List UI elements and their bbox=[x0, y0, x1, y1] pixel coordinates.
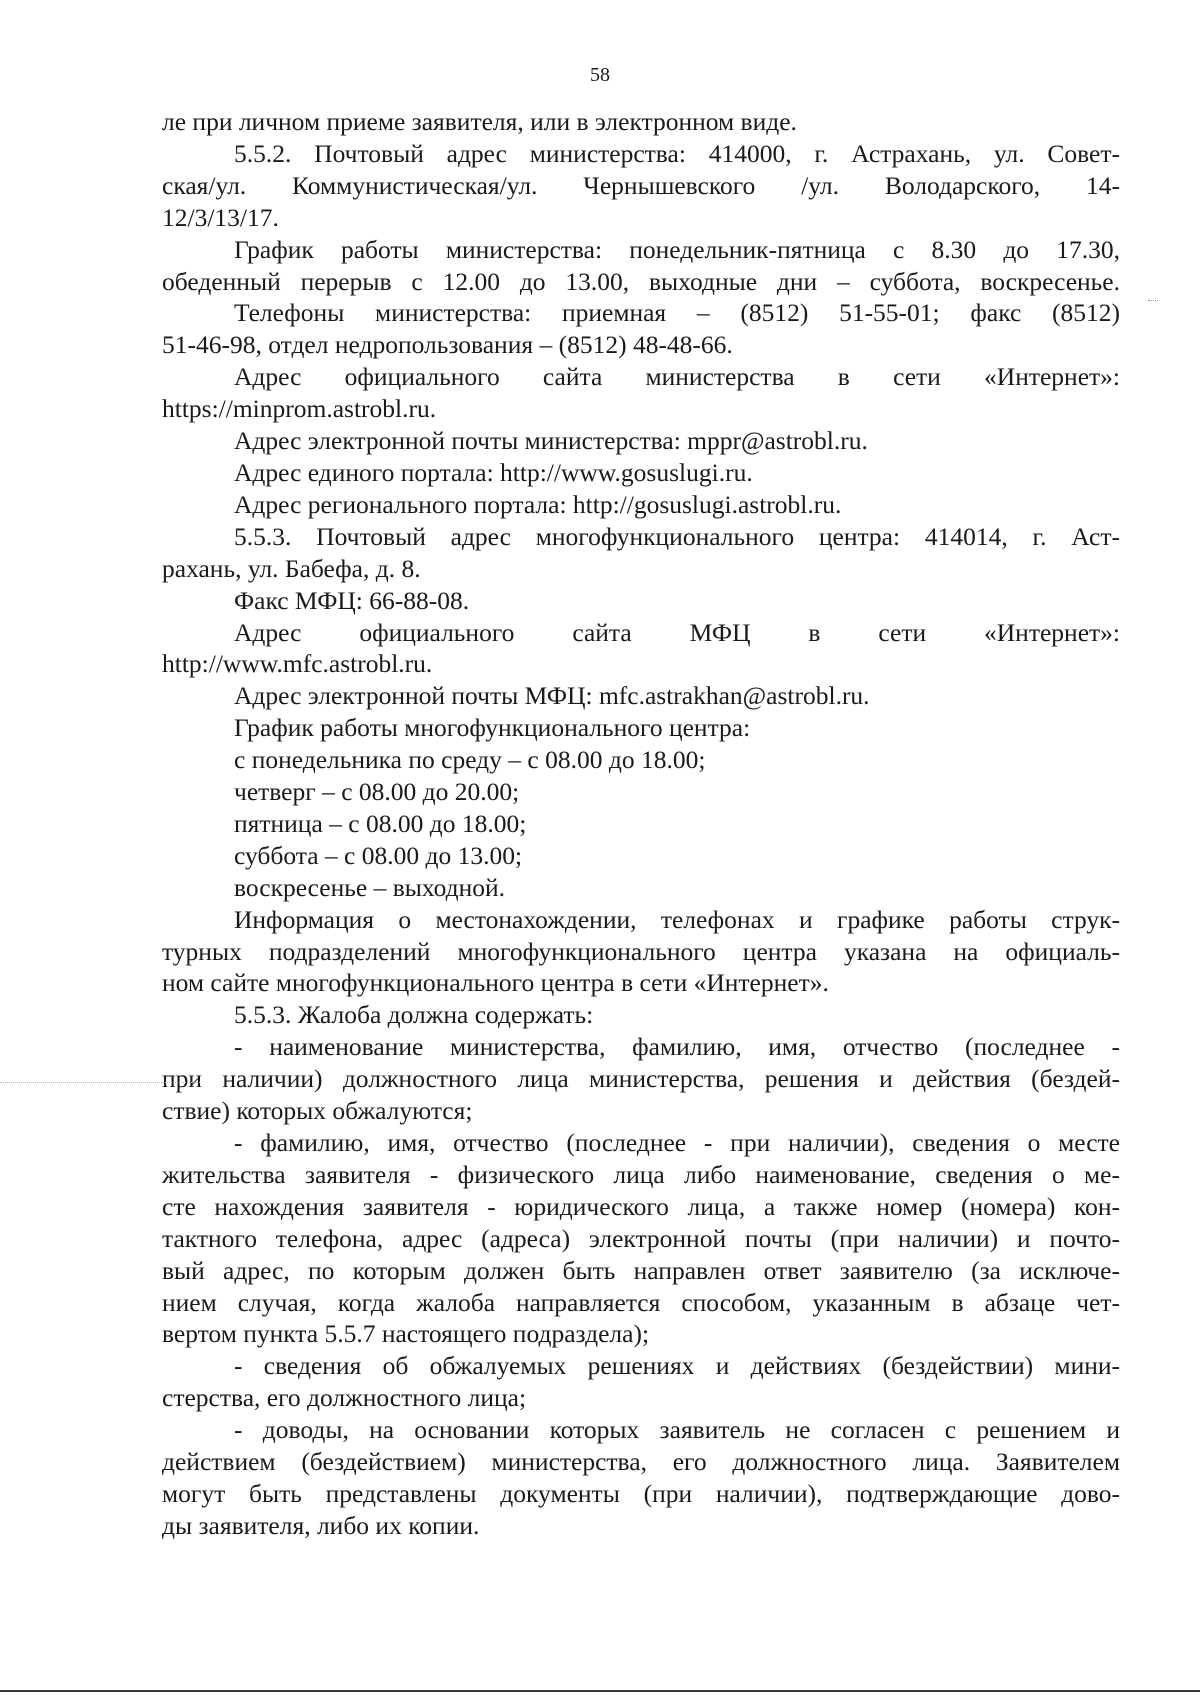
text-line: 12/3/13/17. bbox=[162, 202, 279, 232]
text-line: Адрес единого портала: http://www.gosuslugi.ru. bbox=[234, 457, 753, 487]
text-line: График работы министерства: понедельник-пятница с 8.30 до 17.30, bbox=[234, 234, 1120, 264]
text-line: жительства заявителя - физического лица либо наименование, сведения о ме- bbox=[162, 1159, 1120, 1189]
text-line: стерства, его должностного лица; bbox=[162, 1383, 527, 1413]
text-line: могут быть представлены документы (при наличии), подтверждающие дово- bbox=[162, 1478, 1120, 1508]
text-line: четверг – с 08.00 до 20.00; bbox=[234, 777, 520, 807]
text-line: 5.5.2. Почтовый адрес министерства: 414000, г. Астрахань, ул. Совет- bbox=[234, 138, 1120, 168]
scan-artifact bbox=[0, 1082, 200, 1084]
page-bottom-edge bbox=[0, 1690, 1200, 1692]
text-line: ле при личном приеме заявителя, или в электронном виде. bbox=[162, 107, 797, 136]
text-line: пятница – с 08.00 до 18.00; bbox=[234, 808, 527, 838]
text-line: с понедельника по среду – с 08.00 до 18.00; bbox=[234, 745, 706, 775]
text-line: рахань, ул. Бабефа, д. 8. bbox=[162, 553, 421, 583]
text-line: - фамилию, имя, отчество (последнее - при наличии), сведения о месте bbox=[234, 1128, 1120, 1157]
text-line: ды заявителя, либо их копии. bbox=[162, 1510, 480, 1540]
text-line: 5.5.3. Почтовый адрес многофункционального центра: 414014, г. Аст- bbox=[234, 521, 1120, 551]
text-line: тактного телефона, адрес (адреса) электронной почты (при наличии) и почто- bbox=[162, 1223, 1120, 1253]
text-line: ном сайте многофункционального центра в сети «Интернет». bbox=[162, 968, 829, 998]
text-line: Факс МФЦ: 66-88-08. bbox=[234, 585, 470, 615]
text-line: Адрес регионального портала: http://gosuslugi.astrobl.ru. bbox=[234, 489, 842, 519]
text-line: Адрес официального сайта министерства в сети «Интернет»: bbox=[234, 362, 1120, 392]
text-line: - наименование министерства, фамилию, имя, отчество (последнее - bbox=[234, 1032, 1120, 1062]
document-body bbox=[162, 106, 1120, 1542]
text-line: турных подразделений многофункционального центра указана на официаль- bbox=[162, 936, 1120, 966]
text-line: обеденный перерыв с 12.00 до 13.00, выходные дни – суббота, воскресенье. bbox=[162, 266, 1120, 296]
text-line: ская/ул. Коммунистическая/ул. Чернышевского /ул. Володарского, 14- bbox=[162, 170, 1120, 200]
text-line: воскресенье – выходной. bbox=[234, 872, 506, 902]
text-line: вертом пункта 5.5.7 настоящего подраздела); bbox=[162, 1319, 650, 1349]
text-line: нием случая, когда жалоба направляется способом, указанным в абзаце чет- bbox=[162, 1287, 1120, 1317]
text-line: Адрес электронной почты МФЦ: mfc.astrakhan@astrobl.ru. bbox=[234, 681, 870, 711]
text-line: Адрес электронной почты министерства: mppr@astrobl.ru. bbox=[234, 426, 868, 456]
text-line: - доводы, на основании которых заявитель не согласен с решением и bbox=[234, 1415, 1120, 1445]
text-line: Информация о местонахождении, телефонах и графике работы струк- bbox=[234, 904, 1120, 934]
text-line: сте нахождения заявителя - юридического лица, а также номер (номера) кон- bbox=[162, 1191, 1120, 1221]
scan-artifact bbox=[1148, 300, 1158, 302]
text-line: 51-46-98, отдел недропользования – (8512) 48-48-66. bbox=[162, 330, 733, 360]
text-line: действием (бездействием) министерства, его должностного лица. Заявителем bbox=[162, 1447, 1120, 1477]
text-line: 5.5.3. Жалоба должна содержать: bbox=[234, 1000, 594, 1030]
text-line: Адрес официального сайта МФЦ в сети «Интернет»: bbox=[234, 617, 1120, 647]
text-line: https://minprom.astrobl.ru. bbox=[162, 394, 437, 424]
text-line: http://www.mfc.astrobl.ru. bbox=[162, 649, 433, 679]
text-line: при наличии) должностного лица министерства, решения и действия (бездей- bbox=[162, 1064, 1120, 1094]
text-line: ствие) которых обжалуются; bbox=[162, 1096, 473, 1126]
page-number: 58 bbox=[590, 64, 610, 86]
text-line: График работы многофункционального центра: bbox=[234, 713, 751, 743]
text-line: Телефоны министерства: приемная – (8512) 51-55-01; факс (8512) bbox=[234, 298, 1120, 328]
text-line: вый адрес, по которым должен быть направлен ответ заявителю (за исключе- bbox=[162, 1255, 1120, 1285]
text-line: суббота – с 08.00 до 13.00; bbox=[234, 840, 523, 870]
text-line: - сведения об обжалуемых решениях и действиях (бездействии) мини- bbox=[234, 1351, 1120, 1381]
